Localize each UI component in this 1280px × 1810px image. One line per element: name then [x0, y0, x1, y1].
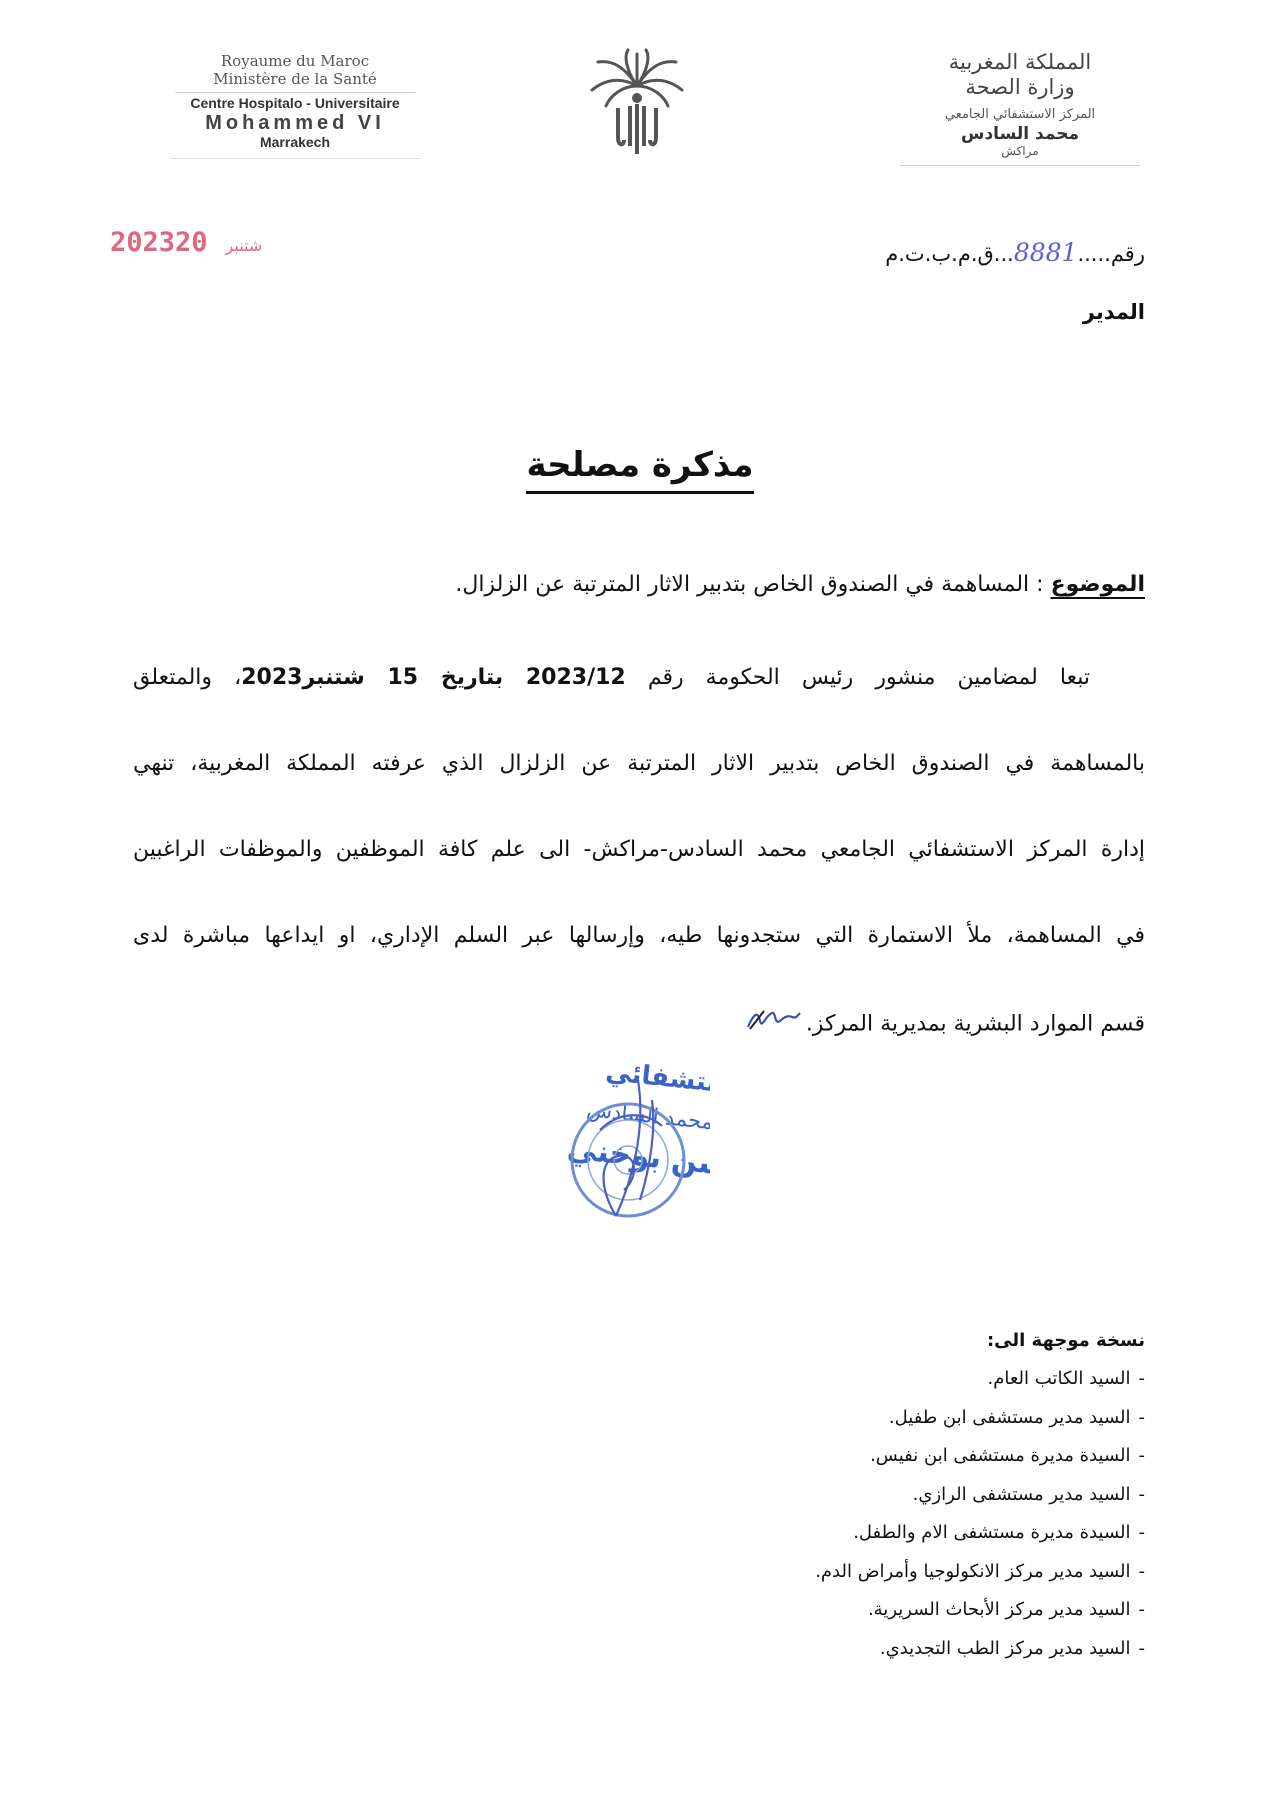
header-french-block	[170, 52, 420, 159]
stamp-day: 20	[175, 227, 208, 258]
header-divider	[170, 158, 420, 159]
reference-prefix: رقم.....	[1077, 242, 1145, 266]
list-item: -السيدة مديرة مستشفى ابن نفيس.	[870, 1445, 1145, 1466]
ministry-label-fr: Ministère de la Santé	[213, 70, 377, 88]
header-divider	[175, 92, 415, 93]
hospital-label-fr: Centre Hospitalo - Universitaire	[190, 95, 400, 111]
list-item: -السيدة مديرة مستشفى الام والطفل.	[853, 1522, 1145, 1543]
body-text: قسم الموارد البشرية بمديرية المركز.	[805, 1011, 1145, 1037]
subject-line	[455, 572, 1145, 597]
hospital-label-ar: المركز الاستشفائي الجامعي	[944, 107, 1096, 122]
memo-body	[133, 663, 1145, 1093]
subject-text: : المساهمة في الصندوق الخاص بتدبير الاثار المترتبة عن الزلزال.	[455, 572, 1051, 597]
list-item: -السيد مدير مستشفى ابن طفيل.	[888, 1406, 1145, 1428]
stamp-month: شتنبر	[225, 236, 263, 255]
city-label-ar: مراكش	[1001, 144, 1039, 158]
circular-number: 2023/12	[525, 665, 626, 690]
director-seal-text	[566, 1054, 710, 1202]
recipient-name: السيد مدير مركز الانكولوجيا وأمراض الدم.	[815, 1560, 1131, 1582]
body-text: ، والمتعلق	[133, 665, 242, 690]
recipient-name: السيدة مديرة مستشفى ابن نفيس.	[870, 1445, 1131, 1466]
ministry-label-ar: وزارة الصحة	[965, 75, 1075, 99]
city-label-fr: Marrakech	[259, 134, 331, 150]
copies-heading: نسخة موجهة الى:	[986, 1330, 1145, 1351]
seal-line-2: محمد السادس	[585, 1097, 710, 1135]
date-stamp	[110, 227, 280, 258]
recipient-name: السيد مدير مستشفى الرازي.	[912, 1483, 1131, 1505]
signature-block	[370, 1040, 710, 1250]
seal-name: لحسن بوخني	[565, 1131, 710, 1187]
recipient-name: السيد مدير مركز الأبحاث السريرية.	[867, 1599, 1131, 1620]
director-label: المدير	[1082, 300, 1145, 324]
document-title	[0, 445, 1280, 494]
initials-scribble-icon	[744, 1007, 802, 1042]
list-item: -السيد الكاتب العام.	[987, 1368, 1145, 1389]
header-arabic-block	[895, 50, 1145, 166]
list-item: -السيد مدير مركز الطب التجديدي.	[879, 1637, 1145, 1659]
list-item: -السيد مدير مركز الانكولوجيا وأمراض الدم.	[815, 1560, 1145, 1582]
header-divider	[900, 165, 1140, 166]
list-item: -السيد مدير مستشفى الرازي.	[912, 1483, 1145, 1505]
kingdom-label-fr: Royaume du Maroc	[220, 52, 370, 70]
palm-emblem-icon	[584, 46, 690, 158]
list-item: -السيد مدير مركز الأبحاث السريرية.	[867, 1599, 1145, 1620]
hospital-name-ar: محمد السادس	[961, 124, 1079, 144]
reference-handwritten-number: 8881	[1013, 238, 1078, 267]
body-paragraph-line: بالمساهمة في الصندوق الخاص بتدبير الاثار المترتبة عن الزلزال الذي عرفته المملكة المغربية، تنهي	[133, 751, 1145, 776]
seal-line-1: الإستشفائي	[604, 1056, 710, 1103]
copies-list	[815, 1330, 1145, 1673]
title-text: مذكرة مصلحة	[526, 445, 753, 494]
body-paragraph-line	[133, 663, 1145, 749]
circular-date: بتاريخ 15 شتنبر2023	[241, 665, 526, 690]
stamp-year: 2023	[110, 227, 176, 258]
kingdom-label-ar: المملكة المغربية	[948, 50, 1092, 74]
recipient-name: السيد مدير مركز الطب التجديدي.	[879, 1637, 1131, 1659]
recipient-name: السيدة مديرة مستشفى الام والطفل.	[853, 1522, 1131, 1543]
recipient-name: السيد مدير مستشفى ابن طفيل.	[888, 1406, 1131, 1428]
recipient-name: السيد الكاتب العام.	[987, 1368, 1131, 1389]
subject-label: الموضوع	[1050, 572, 1145, 597]
reference-number	[885, 238, 1145, 267]
body-paragraph-line: في المساهمة، ملأ الاستمارة التي ستجدونها طيه، وإرسالها عبر السلم الإداري، او ايداعها مباشرة لدى	[133, 923, 1145, 948]
hospital-name-fr: Mohammed VI	[205, 112, 385, 134]
reference-suffix: ...ق.م.ب.ت.م	[885, 242, 1014, 266]
body-paragraph-line: إدارة المركز الاستشفائي الجامعي محمد السادس-مراكش- الى علم كافة الموظفين والموظفات الراغبين	[133, 837, 1145, 862]
body-text: تبعا لمضامين منشور رئيس الحكومة رقم	[625, 665, 1091, 690]
